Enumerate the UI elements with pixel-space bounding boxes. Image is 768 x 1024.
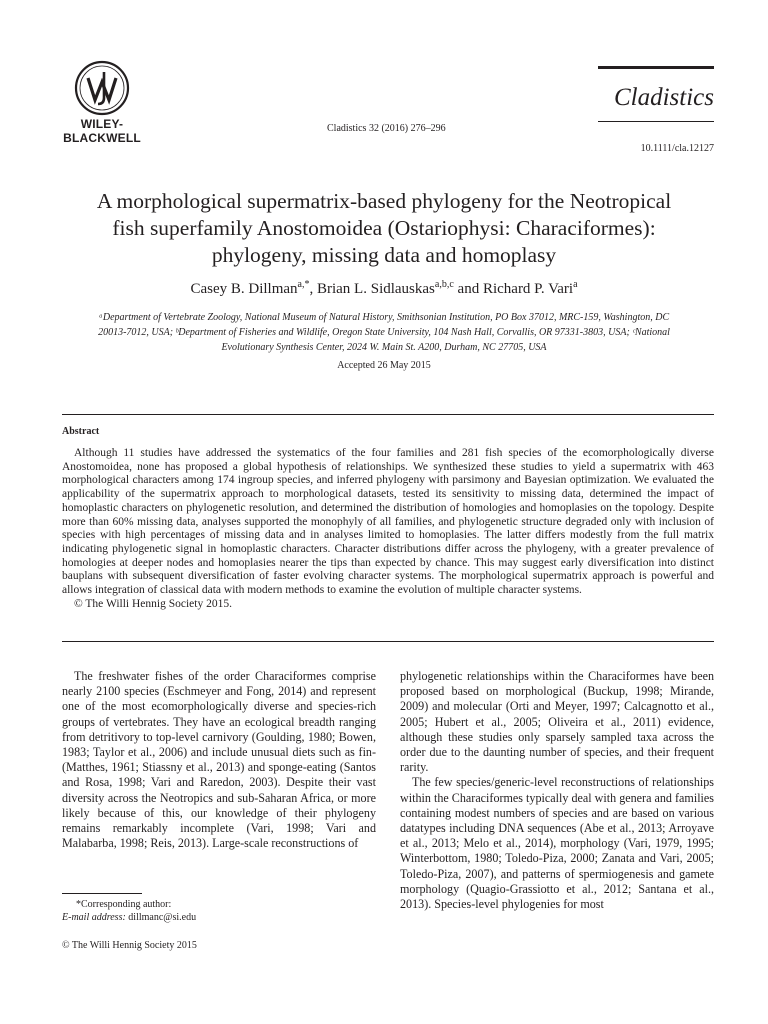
journal-citation: Cladistics 32 (2016) 276–296 [327,123,446,134]
accepted-date: Accepted 26 May 2015 [337,360,431,371]
author-separator: , [309,281,317,297]
footnote [62,899,382,924]
title-line: phylogeny, missing data and homoplasy [211,243,557,267]
title-line: A morphological supermatrix-based phylogeny for the Neotropical [96,189,672,213]
corresponding-marker: * [304,279,310,290]
email-label: E-mail address: [62,911,126,923]
author-name: Richard P. Vari [482,281,574,297]
affiliation-line: ᵃDepartment of Vertebrate Zoology, National Museum of Natural History, Smithsonian Institution, PO Box 37012, MRC-159, Washington, DC [98,312,670,323]
body-column-right [400,669,714,912]
author-name: Casey B. Dillman [190,281,298,297]
email-line [62,912,382,925]
body-paragraph: The freshwater fishes of the order Characiformes comprise nearly 2100 species (Eschmeyer and Fong, 2014) and represent one of the most ecomorphologically diverse and species-rich groups of vertebrates. They have an ecological breadth ranging from detritivory to top-level carnivory (Goulding, 1980; Bowen, 1983; Taylor et al., 2006) and include unusual diets such as fin- (Matthes, 1961; Stiassny et al., 2013) and sponge-eating (Santos and Rosa, 1998; Vari and Raredon, 2003). Despite their vast diversity across the Neotropics and sub-Saharan Africa, or more likely because of this, our knowledge of their phylogeny remains remarkably incomplete (Vari, 1998; Vari and Malabarba, 1998; Reis, 2013). Large-scale reconstructions of [62,669,376,851]
affiliation-line: Evolutionary Synthesis Center, 2024 W. Main St. A200, Durham, NC 27705, USA [221,342,547,353]
author-separator: and [453,281,483,297]
email-address[interactable]: dillmanc@si.edu [128,911,197,923]
publisher-logo [62,60,142,144]
body-column-left [62,669,376,851]
abstract-rule-top [62,414,714,415]
body-paragraph: phylogenetic relationships within the Characiformes have been proposed based on morphological (Buckup, 1998; Mirande, 2009) and molecular (Orti and Meyer, 1997; Calcagnotto et al., 2005; Hubert et al., 2005; Oliveira et al., 2011) evidence, although these studies only sparsely sampled taxa across the order due to the daunting number of species, and their frequent rarity. [400,669,714,775]
doi[interactable]: 10.1111/cla.12127 [640,143,714,154]
abstract-rule-bottom [62,641,714,642]
author-affil-marker: a,b,c [434,279,454,290]
affiliations [62,310,706,355]
abstract-copyright: © The Willi Hennig Society 2015. [74,597,232,610]
logo-text-line1: WILEY- [80,117,124,131]
author-affil-marker: a [573,279,578,290]
author-list [52,279,716,298]
author-affil-marker: a, [297,279,305,290]
title-line: fish superfamily Anostomoidea (Ostariophysi: Characiformes): [112,216,656,240]
corresponding-author-note: *Corresponding author: [76,899,172,910]
journal-rule-top [598,66,714,69]
footer-copyright: © The Willi Hennig Society 2015 [62,940,197,951]
affiliation-line: 20013-7012, USA; ᵇDepartment of Fisheries and Wildlife, Oregon State University, 104 Nash Hall, Corvallis, OR 97331-3803, USA; ᶜNational [98,327,670,338]
abstract-heading: Abstract [62,426,100,437]
author-name: Brian L. Sidlauskas [316,281,435,297]
journal-name: Cladistics [613,84,714,111]
body-paragraph: The few species/generic-level reconstructions of relationships within the Characiformes typically deal with genera and families containing modest numbers of species and are based on various datatypes including DNA sequences (Abe et al., 2013; Arroyave et al., 2013; Melo et al., 2014), morphology (Vari, 1979, 1995; Winterbottom, 1980; Toledo-Piza, 2000; Zanata and Vari, 2005; Toledo-Piza, 2007), and patterns of spermiogenesis and gamete morphology (Quagio-Grassiotto et al., 2012; Santana et al., 2013). Species-level phylogenies for most [400,775,714,912]
abstract-text: Although 11 studies have addressed the systematics of the four families and 281 fish species of the ecomorphologically diverse Anostomoidea, none has proposed a global hypothesis of relationships. We synthesized these studies to yield a supermatrix with 463 morphological characters among 174 ingroup species, and inferred phylogeny with parsimony and Bayesian optimization. We evaluated the applicability of the supermatrix approach to morphological datasets, tested its sensitivity to missing data, determined the impact of homoplastic characters on phylogenetic resolution, and determined the distribution of homologies and homoplasies on the topology. Despite more than 60% missing data, analyses supported the monophyly of all families, and phylogenetic structure degraded only with inclusion of species with high percentages of missing data and in analyses limited to homoplasies. The latter differs modestly from the full matrix indicating phylogenetic signal in homoplastic characters. Character distributions differ across the phylogeny, with a greater prevalence of homologies at deeper nodes and homoplasies nearer the tips than expected by chance. This may suggest early diversification into distinct bauplans with subsequent diversification of faster evolving character systems. The morphological supermatrix approach is powerful and allows integration of classical data with modern methods to examine the evolution of multiple character systems. [62,447,714,597]
abstract-body [62,447,714,611]
journal-rule-bottom [598,121,714,122]
wiley-emblem-icon [74,60,130,116]
logo-text-line2: BLACKWELL [63,131,141,145]
footnote-rule [62,893,142,894]
article-title [52,188,716,269]
